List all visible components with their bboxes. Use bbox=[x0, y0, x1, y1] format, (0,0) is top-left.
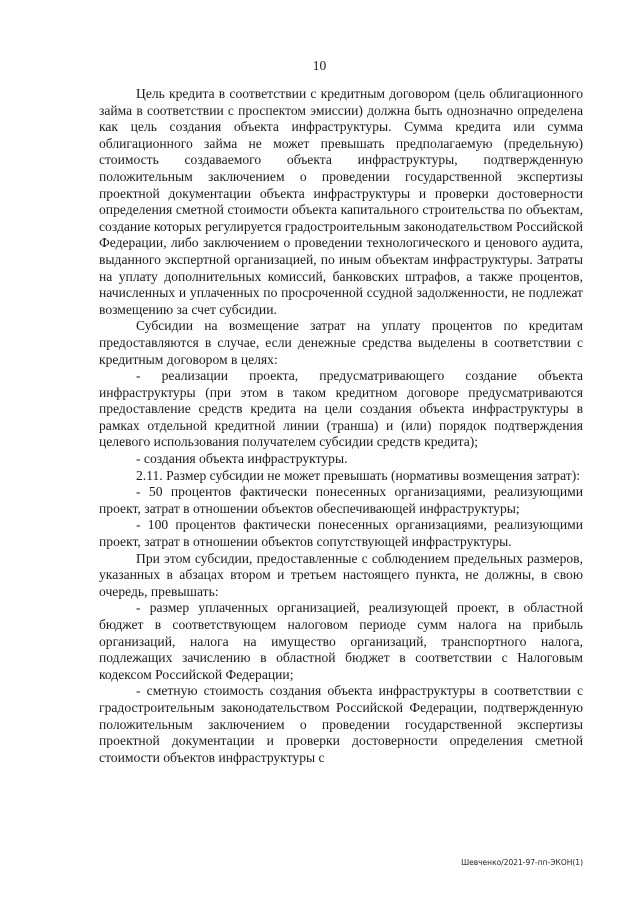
list-item-100-percent: - 100 процентов фактически понесенных организациями, реализующими проект, затрат в отношении объектов сопутствующей инфраструктуры. bbox=[99, 517, 583, 550]
document-body bbox=[99, 86, 583, 766]
paragraph-credit-purpose: Цель кредита в соответствии с кредитным договором (цель облигационного займа в соответствии с проспектом эмиссии) должна быть однозначно определена как цель создания объекта инфраструктуры. Сумма кредита или сумма облигационного займа не может превышать предполагаемую (предельную) стоимость создаваемого объекта инфраструктуры, подтвержденную положительным заключением о проведении государственной экспертизы проектной документации объекта инфраструктуры и проверки достоверности определения сметной стоимости объекта капитального строительства по объектам, создание которых регулируется градостроительным законодательством Российской Федерации, либо заключением о проведении технологического и ценового аудита, выданного экспертной организацией, по иным объектам инфраструктуры. Затраты на уплату дополнительных комиссий, банковских штрафов, а также процентов, начисленных и уплаченных по просроченной ссудной задолженности, не подлежат возмещению за счет субсидии. bbox=[99, 86, 583, 317]
list-item-50-percent: - 50 процентов фактически понесенных организациями, реализующими проект, затрат в отношении объектов обеспечивающей инфраструктуры; bbox=[99, 484, 583, 516]
document-footer-code: Шевченко/2021-97-пп-ЭКОН(1) bbox=[461, 858, 583, 867]
page-number: 10 bbox=[312, 58, 327, 73]
paragraph-clause-2-11: 2.11. Размер субсидии не может превышать (нормативы возмещения затрат): bbox=[136, 467, 581, 483]
list-item-infrastructure-creation: - создания объекта инфраструктуры. bbox=[136, 451, 348, 467]
paragraph-limits: При этом субсидии, предоставленные с соблюдением предельных размеров, указанных в абзацах втором и третьем настоящего пункта, не должны, в свою очередь, превышать: bbox=[99, 550, 583, 599]
paragraph-subsidy-conditions: Субсидии на возмещение затрат на уплату процентов по кредитам предоставляются в случае, если денежные средства выделены в соответствии с кредитным договором в целях: bbox=[99, 318, 583, 367]
list-item-project-implementation: - реализации проекта, предусматривающего создание объекта инфраструктуры (при этом в таком кредитном договоре предусматриваются предоставление средств кредита на цели создания объекта инфраструктуры в рамках отдельной кредитной линии (транша) и (или) порядок подтверждения целевого использования получателем субсидии средств кредита); bbox=[99, 368, 583, 450]
list-item-tax-amount: - размер уплаченных организацией, реализующей проект, в областной бюджет в соответствующем налоговом периоде сумм налога на прибыль организаций, налога на имущество организаций, транспортного налога, подлежащих зачислению в областной бюджет в соответствии с Налоговым кодексом Российской Федерации; bbox=[99, 600, 583, 682]
list-item-estimated-cost: - сметную стоимость создания объекта инфраструктуры в соответствии с градостроительным законодательством Российской Федерации, подтвержденную положительным заключением о проведении государственной экспертизы проектной документации и проверки достоверности определения сметной стоимости объектов инфраструктуры с bbox=[99, 683, 583, 765]
